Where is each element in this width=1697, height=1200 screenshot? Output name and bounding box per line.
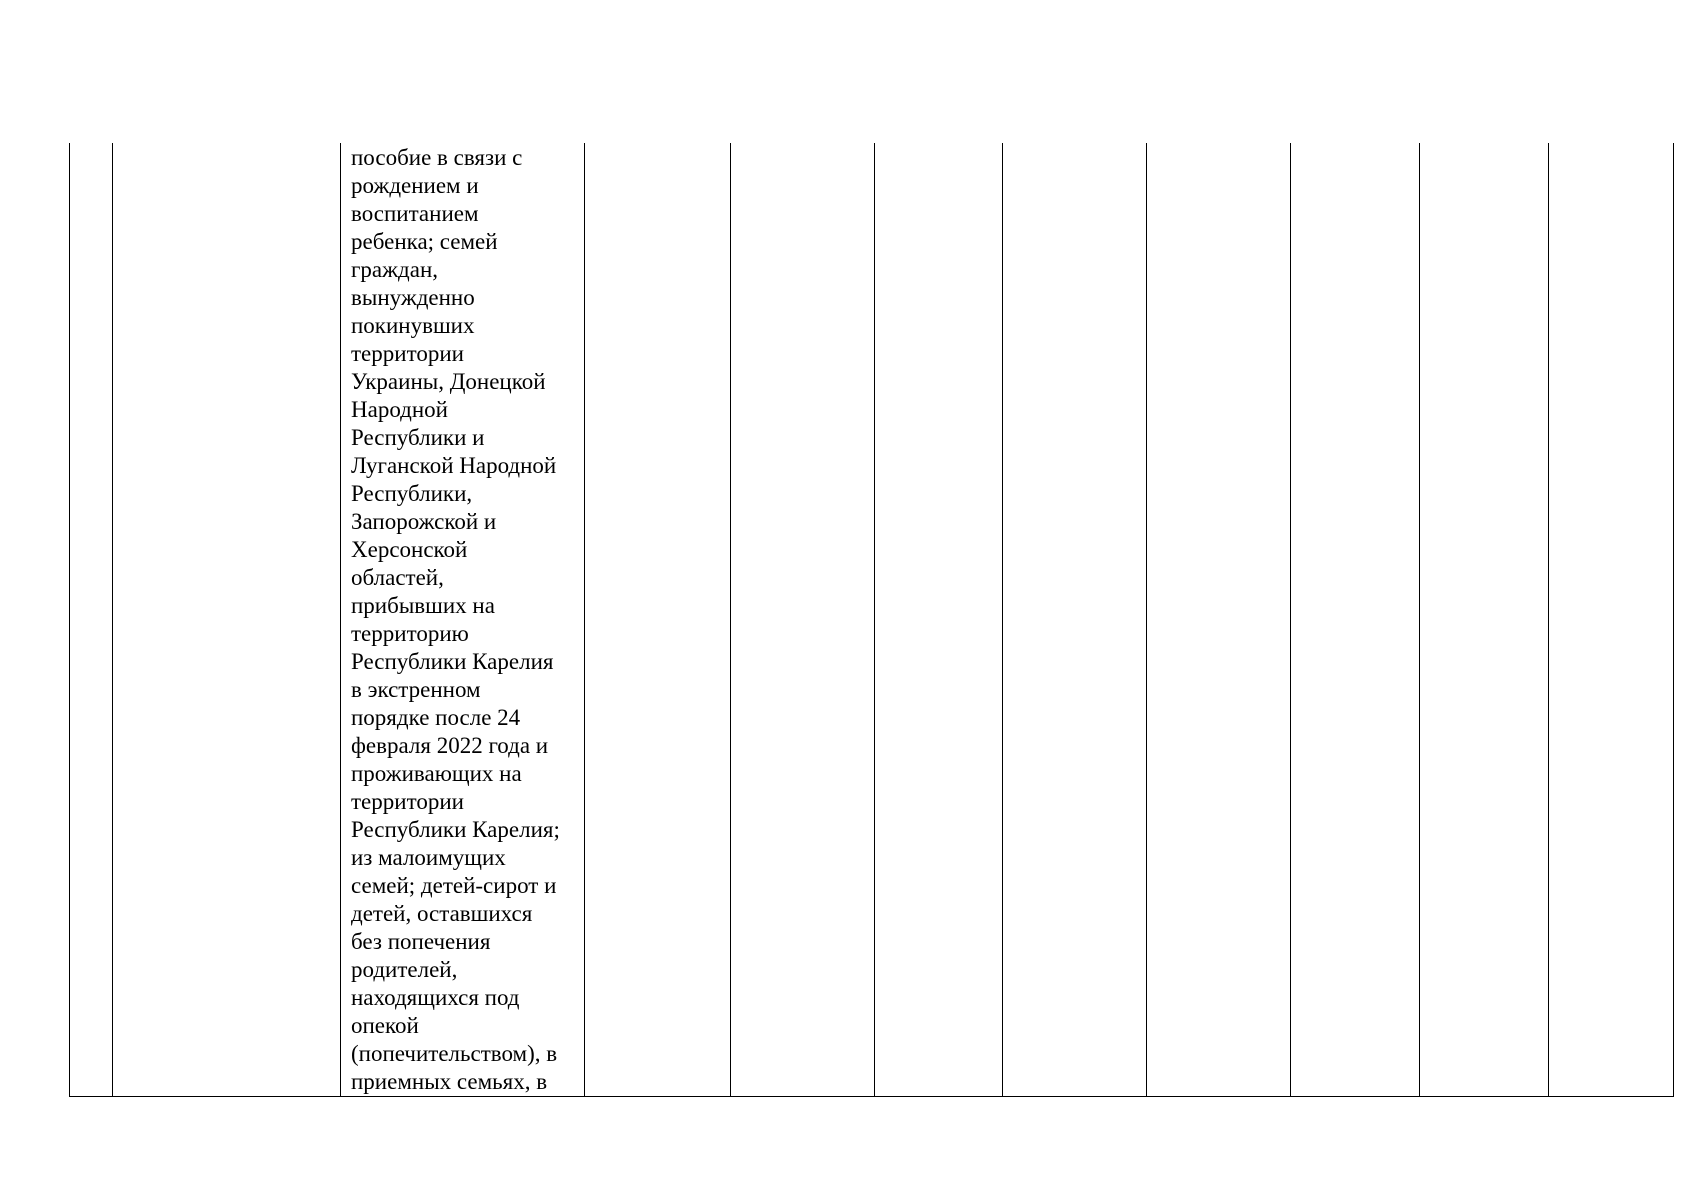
cell-text-line: приемных семьях, в (351, 1069, 548, 1094)
cell-text-line: Херсонской (351, 537, 468, 562)
cell-text-line: порядке после 24 (351, 705, 521, 730)
cell-text-line: проживающих на (351, 761, 522, 786)
column-border-6 (874, 143, 875, 1097)
cell-text-line: родителей, (351, 957, 458, 982)
cell-text-line: граждан, (351, 257, 439, 282)
cell-text-line: февраля 2022 года и (351, 733, 549, 758)
cell-text-line: Народной (351, 397, 448, 422)
column-border-11 (1548, 143, 1549, 1097)
cell-text-line: Украины, Донецкой (351, 369, 546, 394)
column-border-12 (1673, 143, 1674, 1097)
cell-text-line: покинувших (351, 313, 475, 338)
cell-text-line: Республики Карелия (351, 649, 554, 674)
cell-text-line: без попечения (351, 929, 491, 954)
table-cell-text (351, 144, 591, 1114)
cell-text-line: опекой (351, 1013, 419, 1038)
cell-text-line: из малоимущих (351, 845, 506, 870)
column-border-9 (1290, 143, 1291, 1097)
cell-text-line: областей, (351, 565, 444, 590)
cell-text-line: Запорожской и (351, 509, 497, 534)
cell-text-line: воспитанием (351, 201, 479, 226)
cell-text-line: вынужденно (351, 285, 475, 310)
cell-text-line: территорию (351, 621, 469, 646)
cell-text-line: семей; детей-сирот и (351, 873, 557, 898)
cell-text-line: территории (351, 341, 464, 366)
column-border-7 (1002, 143, 1003, 1097)
cell-text-line: пособие в связи с (351, 145, 523, 170)
column-border-2 (112, 143, 113, 1097)
cell-text-line: Луганской Народной (351, 453, 557, 478)
cell-text-line: ребенка; семей (351, 229, 498, 254)
column-border-8 (1146, 143, 1147, 1097)
cell-text-line: рождением и (351, 173, 479, 198)
cell-text-line: (попечительством), в (351, 1041, 558, 1066)
column-border-1 (69, 143, 70, 1097)
table-fragment (69, 143, 1674, 1097)
cell-text-line: прибывших на (351, 593, 495, 618)
cell-text-line: детей, оставшихся (351, 901, 533, 926)
cell-text-line: находящихся под (351, 985, 520, 1010)
column-border-10 (1419, 143, 1420, 1097)
column-border-3 (340, 143, 341, 1097)
cell-text-line: территории (351, 789, 464, 814)
cell-text-line: Республики и (351, 425, 485, 450)
cell-text-line: в экстренном (351, 677, 481, 702)
cell-text-line: Республики Карелия; (351, 817, 560, 842)
cell-text-line: Республики, (351, 481, 473, 506)
column-border-5 (730, 143, 731, 1097)
